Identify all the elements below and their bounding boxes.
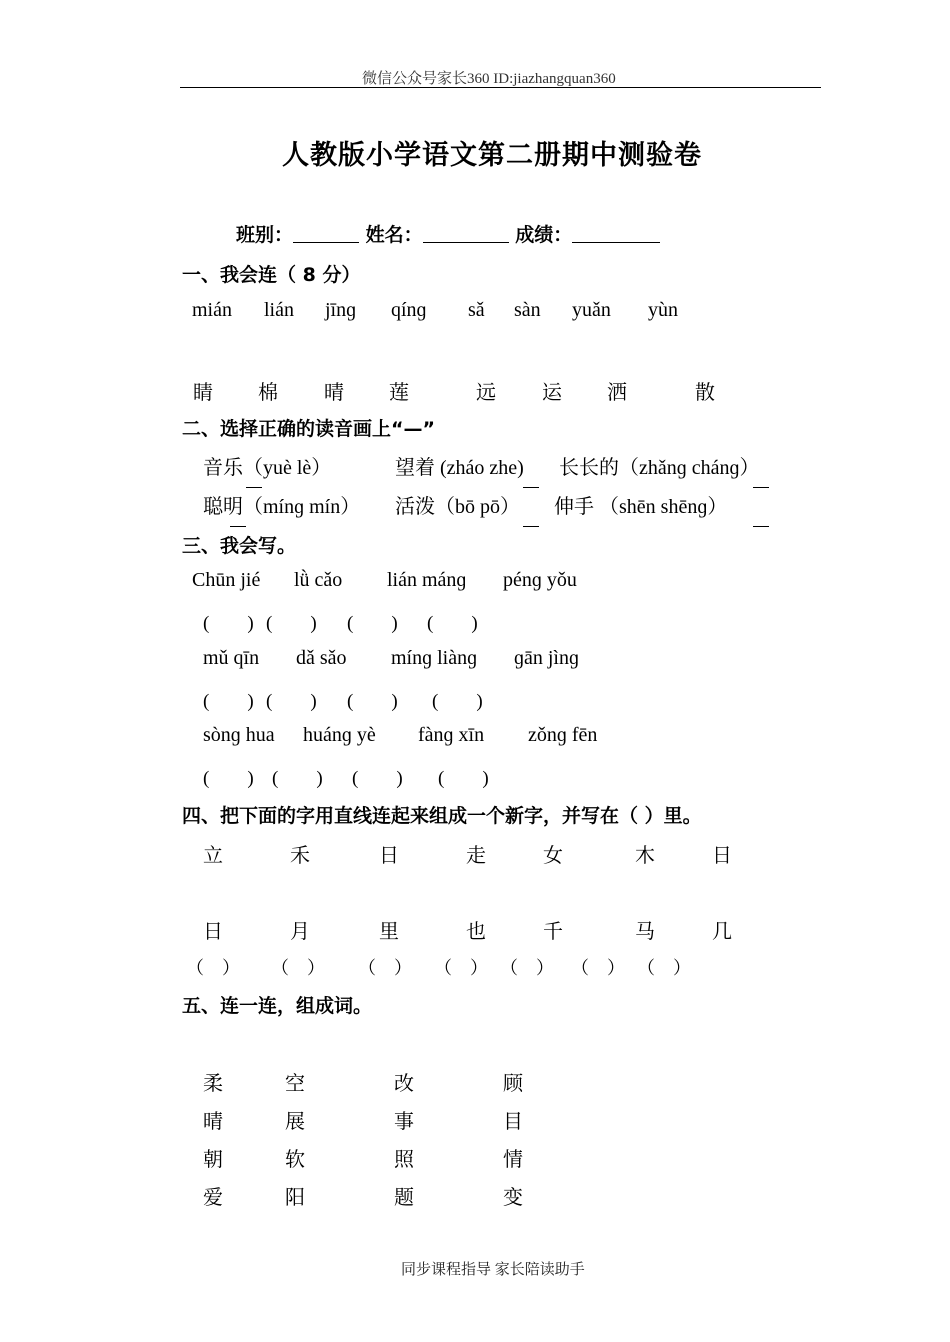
s1-pinyin-6: sàn (514, 299, 541, 321)
s3-pinyin: dǎ sǎo (296, 647, 347, 669)
s5-char: 照 (394, 1149, 414, 1171)
s3-pinyin: Chūn jié (192, 569, 261, 591)
answer-paren[interactable]: （ ） (500, 958, 554, 978)
score-label: 成绩： (515, 224, 573, 246)
s4-top-char: 木 (635, 845, 655, 867)
s5-char: 阳 (285, 1187, 305, 1209)
section-5-heading: 五、连一连，组成词。 (182, 995, 373, 1017)
s4-bottom-char: 日 (203, 921, 223, 943)
s1-pinyin-7: yuǎn (572, 299, 611, 321)
s4-bottom-char: 月 (290, 921, 310, 943)
s5-char: 顾 (503, 1073, 523, 1095)
s2-item-2: 望着 (zháo zhe) (395, 457, 524, 479)
s3-pinyin: sònɡ hua (203, 724, 275, 746)
s4-top-char: 日 (712, 845, 732, 867)
class-blank[interactable] (293, 224, 359, 243)
s5-char: 情 (503, 1149, 523, 1171)
answer-paren[interactable]: ( ) (266, 613, 317, 634)
s1-pinyin-1: mián (192, 299, 232, 321)
s3-pinyin: mǔ qīn (203, 647, 260, 669)
s1-char-5: 远 (476, 382, 496, 404)
answer-paren[interactable]: ( ) (266, 691, 317, 712)
answer-bar (523, 526, 539, 527)
answer-paren[interactable]: ( ) (203, 613, 254, 634)
s1-pinyin-3: jīnɡ (325, 299, 357, 321)
answer-paren[interactable]: ( ) (272, 768, 323, 789)
s5-char: 晴 (203, 1111, 223, 1133)
answer-paren[interactable]: ( ) (347, 691, 398, 712)
s4-top-char: 禾 (290, 845, 310, 867)
answer-paren[interactable]: ( ) (432, 691, 483, 712)
answer-paren[interactable]: （ ） (358, 958, 412, 978)
s3-pinyin: lǜ cǎo (294, 569, 343, 591)
s4-bottom-char: 也 (466, 921, 486, 943)
answer-paren[interactable]: ( ) (347, 613, 398, 634)
answer-paren[interactable]: ( ) (438, 768, 489, 789)
answer-paren[interactable]: （ ） (271, 958, 325, 978)
s5-char: 柔 (203, 1073, 223, 1095)
s1-pinyin-8: yùn (648, 299, 678, 321)
answer-paren[interactable]: （ ） (637, 958, 691, 978)
s1-pinyin-2: lián (264, 299, 294, 321)
s3-pinyin: mínɡ liànɡ (391, 647, 478, 669)
s1-pinyin-4: qínɡ (391, 299, 427, 321)
answer-bar (523, 487, 539, 488)
s4-top-char: 日 (379, 845, 399, 867)
section-2-heading: 二、选择正确的读音画上“—” (182, 418, 435, 440)
s1-char-4: 莲 (389, 382, 409, 404)
score-blank[interactable] (572, 224, 660, 243)
s3-pinyin: ɡān jìnɡ (514, 647, 579, 669)
s1-char-8: 散 (695, 382, 715, 404)
s3-pinyin: lián mánɡ (387, 569, 467, 591)
s4-bottom-char: 千 (543, 921, 563, 943)
s2-item-3: 长长的（zhǎnɡ chánɡ） (559, 457, 760, 479)
s4-bottom-char: 马 (635, 921, 655, 943)
s4-bottom-char: 几 (712, 921, 732, 943)
s3-pinyin: pénɡ yǒu (503, 569, 577, 591)
name-label: 姓名： (365, 224, 423, 246)
s4-top-char: 立 (203, 845, 223, 867)
page-header: 微信公众号家长360 ID:jiazhangquan360 (362, 71, 616, 87)
answer-paren[interactable]: ( ) (203, 768, 254, 789)
s4-bottom-char: 里 (379, 921, 399, 943)
s3-pinyin: huánɡ yè (303, 724, 376, 746)
answer-paren[interactable]: ( ) (203, 691, 254, 712)
answer-paren[interactable]: ( ) (352, 768, 403, 789)
name-blank[interactable] (423, 224, 509, 243)
answer-paren[interactable]: ( ) (427, 613, 478, 634)
s3-pinyin: fànɡ xīn (418, 724, 485, 746)
section-1-heading: 一、我会连（ 8 分） (182, 264, 361, 286)
s1-char-3: 晴 (324, 382, 344, 404)
s2-item-1: 音乐（yuè lè） (203, 457, 332, 479)
s1-pinyin-5: sǎ (468, 299, 485, 321)
answer-paren[interactable]: （ ） (571, 958, 625, 978)
section-3-heading: 三、我会写。 (182, 535, 297, 557)
page-title: 人教版小学语文第二册期中测验卷 (282, 140, 702, 171)
s2-item-4: 聪明（mínɡ mín） (203, 496, 361, 518)
answer-bar (246, 487, 262, 488)
answer-bar (230, 526, 246, 527)
s2-item-5: 活泼（bō pō） (395, 496, 520, 518)
s5-char: 变 (503, 1187, 523, 1209)
s1-char-7: 洒 (607, 382, 627, 404)
info-line (236, 220, 660, 247)
answer-paren[interactable]: （ ） (434, 958, 488, 978)
s5-char: 题 (394, 1187, 414, 1209)
class-label: 班别： (236, 224, 294, 246)
s5-char: 改 (394, 1073, 414, 1095)
page-footer: 同步课程指导 家长陪读助手 (401, 1262, 585, 1278)
s4-top-char: 走 (466, 845, 486, 867)
s5-char: 朝 (203, 1149, 223, 1171)
s2-item-6: 伸手 （shēn shēnɡ） (554, 496, 728, 518)
s4-top-char: 女 (543, 845, 563, 867)
s3-pinyin: zǒnɡ fēn (528, 724, 598, 746)
answer-paren[interactable]: （ ） (186, 958, 240, 978)
s5-char: 软 (285, 1149, 305, 1171)
s1-char-6: 运 (542, 382, 562, 404)
answer-bar (753, 526, 769, 527)
s5-char: 空 (285, 1073, 305, 1095)
s5-char: 爱 (203, 1187, 223, 1209)
answer-bar (753, 487, 769, 488)
s1-char-2: 棉 (258, 382, 278, 404)
s5-char: 目 (503, 1111, 523, 1133)
section-4-heading: 四、把下面的字用直线连起来组成一个新字，并写在（ ）里。 (182, 805, 702, 827)
s5-char: 事 (394, 1111, 414, 1133)
header-rule (180, 87, 821, 88)
s1-char-1: 睛 (193, 382, 213, 404)
s5-char: 展 (285, 1111, 305, 1133)
